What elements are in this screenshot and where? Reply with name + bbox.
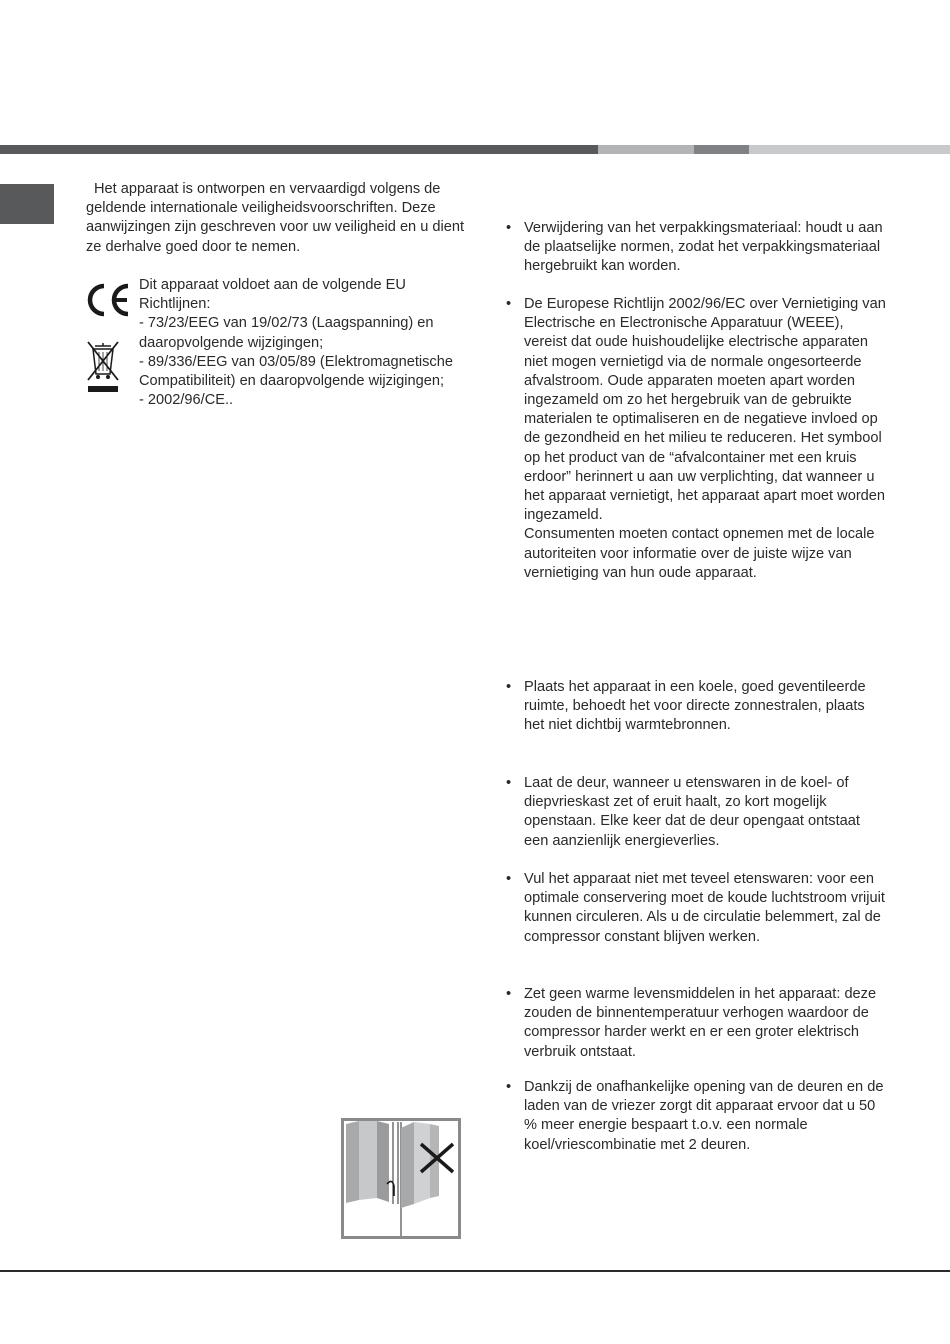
disposal-weee xyxy=(506,295,886,583)
energy-tip-overfill xyxy=(506,870,886,947)
energy-tip-independent-doors xyxy=(506,1078,886,1155)
header-color-bar xyxy=(0,145,950,154)
list-item: • Dankzij de onafhankelijke opening van de deuren en de laden van de vriezer zorgt dit apparaat ervoor dat u 50 % meer energie bespaart t.o.v. een normale koel/vriescombinatie met 2 deuren. xyxy=(506,1078,886,1155)
safety-intro-text: Het apparaat is ontworpen en vervaardigd volgens de geldende internationale veiligheidsvoorschriften. Deze aanwijzingen zijn geschreven voor uw veiligheid en u dient ze derhalve goed door te nemen. xyxy=(86,181,465,255)
disposal-packaging xyxy=(506,219,886,277)
list-item xyxy=(506,295,886,583)
footer-rule xyxy=(0,1270,950,1272)
eu-directive-emc: - 89/336/EEG van 03/05/89 (Elektromagnetische Compatibiliteit) en daaropvolgende wijzigingen; xyxy=(139,353,453,390)
eu-compliance xyxy=(139,276,469,410)
header-bar-segment xyxy=(598,145,694,154)
list-item: • Plaats het apparaat in een koele, goed geventileerde ruimte, behoedt het voor directe zonnestralen, plaats het niet dichtbij warmtebronnen. xyxy=(506,678,886,736)
header-bar-segment xyxy=(694,145,749,154)
safety-intro xyxy=(86,180,466,257)
list-item: • Vul het apparaat niet met teveel etenswaren: voor een optimale conservering moet de koude luchtstroom vrijuit kunnen circuleren. Als u de circulatie belemmert, zal de compressor constant blijven werken. xyxy=(506,870,886,947)
eu-directive-weee: - 2002/96/CE.. xyxy=(139,392,234,409)
energy-tip-location xyxy=(506,678,886,736)
eu-compliance-intro: Dit apparaat voldoet aan de volgende EU Richtlijnen: xyxy=(139,277,406,313)
eu-directive-low-voltage: - 73/23/EEG van 19/02/73 (Laagspanning) en daaropvolgende wijzigingen; xyxy=(139,315,434,351)
header-bar-segment xyxy=(0,145,598,154)
door-seal-figure-icon xyxy=(341,1118,461,1239)
crossed-out-bin-icon xyxy=(86,340,120,394)
language-tab-marker xyxy=(0,184,54,224)
energy-tip-door xyxy=(506,774,886,851)
list-item: • Laat de deur, wanneer u etenswaren in de koel- of diepvrieskast zet of eruit haalt, zo kort mogelijk openstaan. Elke keer dat de deur opengaat ontstaat een aanzienlijk energieverlies. xyxy=(506,774,886,851)
list-item: • Verwijdering van het verpakkingsmateriaal: houdt u aan de plaatselijke normen, zodat het verpakkingsmateriaal hergebruikt kan worden. xyxy=(506,219,886,277)
ce-mark-icon xyxy=(84,282,132,318)
header-bar-segment xyxy=(749,145,950,154)
list-item: • Zet geen warme levensmiddelen in het apparaat: deze zouden de binnentemperatuur verhogen waardoor de compressor harder werkt en er een groter elektrisch verbruik ontstaat. xyxy=(506,985,886,1062)
weee-consumers-paragraph: Consumenten moeten contact opnemen met de locale autoriteiten voor informatie over de juiste wijze van vernietiging van hun oude apparaat. xyxy=(524,526,875,581)
weee-paragraph: De Europese Richtlijn 2002/96/EC over Vernietiging van Electrische en Electronische Apparatuur (WEEE), vereist dat oude huishoudelijke electrische apparaten niet mogen vernietigd via de normale ongesorteerde afvalstroom. Oude apparaten moeten apart worden ingezameld om zo het hergebruik van de gebruikte materialen te optimaliseren en de negatieve invloed op de gezondheid en het milieu te reduceren. Het symbool op het product van de “afvalcontainer met een kruis erdoor” herinnert u aan uw verplichting, dat wanneer u het apparaat vernietigt, het apparaat apart moet worden ingezameld. xyxy=(524,296,886,524)
energy-tip-warm-food xyxy=(506,985,886,1062)
